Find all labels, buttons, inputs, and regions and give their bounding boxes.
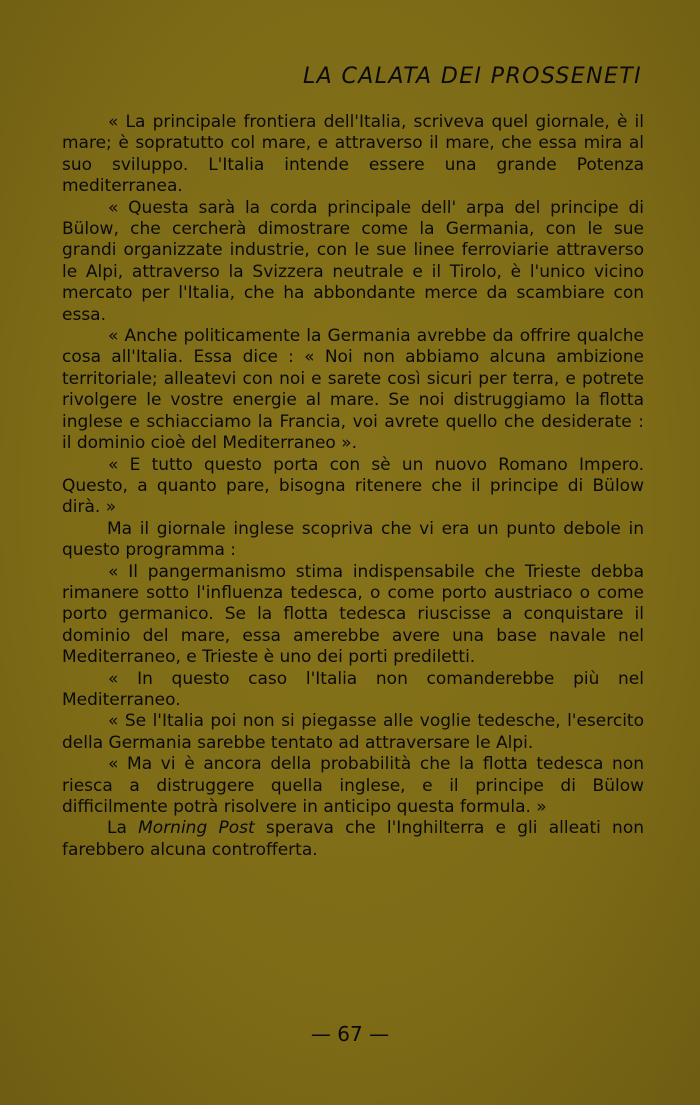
text-fragment: La (107, 818, 139, 839)
paragraph: « Il pangermanismo stima indispensabile che Trieste debba rimanere sotto l'influenza tedesca, o come porto austriaco o come porto germanico. Se la flotta tedesca riuscisse a conquistare il dominio del mare, essa amerebbe avere una base navale nel Mediterraneo, e Trieste è uno dei porti prediletti. (62, 561, 644, 668)
newspaper-title: Morning Post (138, 818, 255, 839)
paragraph: « In questo caso l'Italia non comanderebbe più nel Mediterraneo. (62, 668, 644, 710)
paragraph: « Anche politicamente la Germania avrebbe da offrire qualche cosa all'Italia. Essa dice : « Noi non abbiamo alcuna ambizione territoriale; alleatevi con noi e sarete così sicuri per terra, e potrete rivolgere le vostre energie al mare. Se noi distruggiamo la flotta inglese e schiacciamo la Francia, voi avrete quello che desiderate : il dominio cioè del Mediterraneo ». (62, 326, 644, 454)
page-body (62, 112, 644, 861)
text-fragment: sperava che l'Inghilterra e gli alleati non farebbero alcuna controfferta. (62, 818, 645, 860)
paragraph-last (62, 818, 644, 861)
paragraph: Ma il giornale inglese scopriva che vi era un punto debole in questo programma : (62, 518, 644, 561)
page-number: — 67 — (310, 1022, 390, 1046)
running-head: LA CALATA DEI PROSSENETI (302, 64, 642, 89)
paragraph: « Ma vi è ancora della probabilità che la flotta tedesca non riesca a distruggere quella inglese, e il principe di Bülow difficilmente potrà risolvere in anticipo questa formula. » (62, 754, 644, 817)
paragraph: « Se l'Italia poi non si piegasse alle voglie tedesche, l'esercito della Germania sarebbe tentato ad attraversare le Alpi. (62, 711, 644, 753)
paragraph: « Questa sarà la corda principale dell' arpa del principe di Bülow, che cercherà dimostrare come la Germania, con le sue grandi organizzate industrie, con le sue linee ferroviarie attraverso le Alpi, attraverso la Svizzera neutrale e il Tirolo, è l'unico vicino mercato per l'Italia, che ha abbondante merce da scambiare con essa. (62, 197, 644, 325)
paragraph: « E tutto questo porta con sè un nuovo Romano Impero. Questo, a quanto pare, bisogna ritenere che il principe di Bülow dirà. » (62, 454, 644, 518)
paragraph: « La principale frontiera dell'Italia, scriveva quel giornale, è il mare; è sopratutto col mare, e attraverso il mare, che essa mira al suo sviluppo. L'Italia intende essere una grande Potenza mediterranea. (62, 112, 644, 197)
